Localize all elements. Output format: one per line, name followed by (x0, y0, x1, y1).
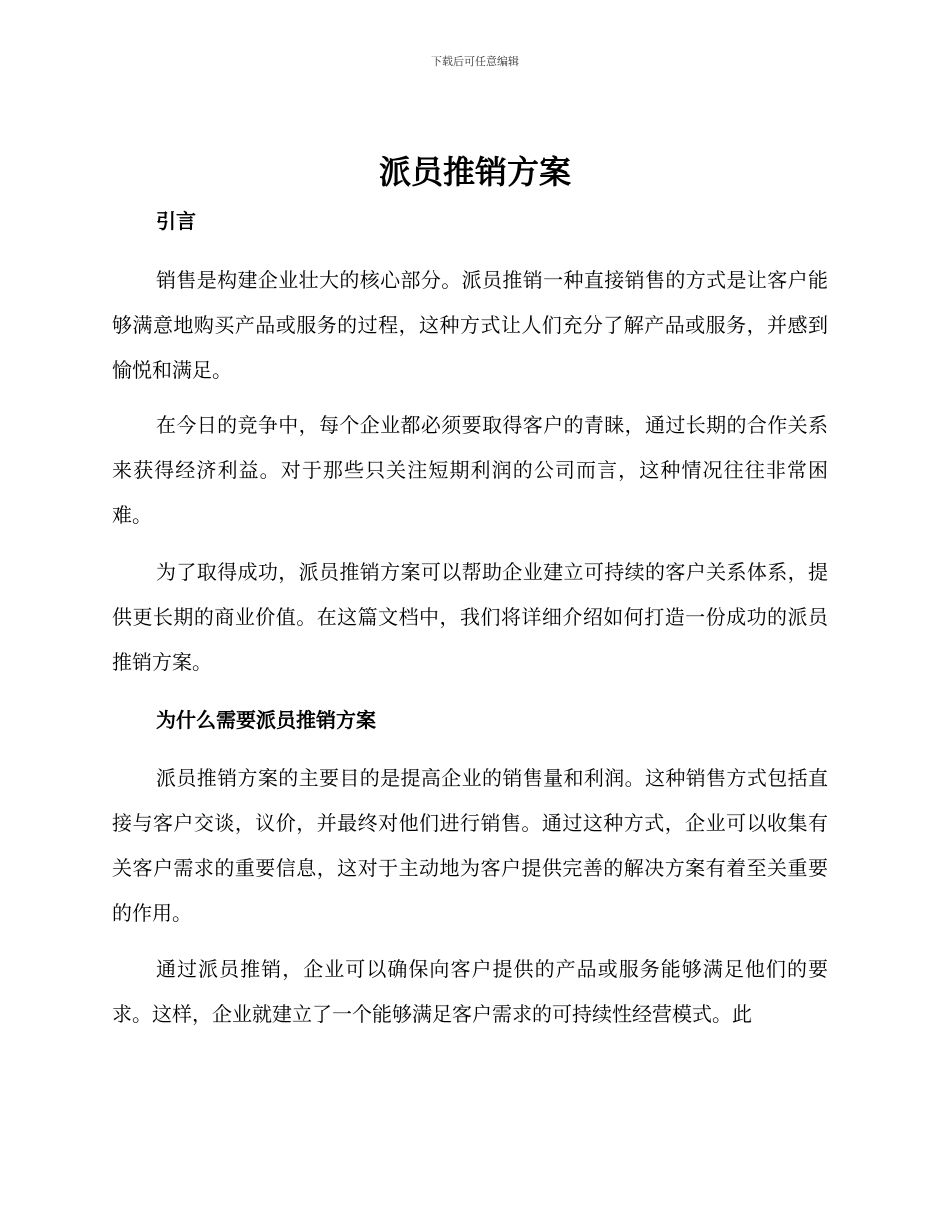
section-heading-why: 为什么需要派员推销方案 (156, 708, 376, 732)
document-title: 派员推销方案 (378, 153, 571, 191)
page-header-note: 下载后可任意编辑 (431, 55, 519, 68)
paragraph: 销售是构建企业壮大的核心部分。派员推销一种直接销售的方式是让客户能够满意地购买产品或服务的过程，这种方式让人们充分了解产品或服务，并感到愉悦和满足。 (112, 268, 828, 382)
section-heading-introduction: 引言 (156, 209, 196, 233)
paragraph: 为了取得成功，派员推销方案可以帮助企业建立可持续的客户关系体系，提供更长期的商业价值。在这篇文档中，我们将详细介绍如何打造一份成功的派员推销方案。 (112, 560, 828, 674)
paragraph: 派员推销方案的主要目的是提高企业的销售量和利润。这种销售方式包括直接与客户交谈，议价，并最终对他们进行销售。通过这种方式，企业可以收集有关客户需求的重要信息，这对于主动地为客户提供完善的解决方案有着至关重要的作用。 (112, 766, 828, 925)
paragraph: 在今日的竞争中，每个企业都必须要取得客户的青睐，通过长期的合作关系来获得经济利益。对于那些只关注短期利润的公司而言，这种情况往往非常困难。 (112, 413, 828, 527)
paragraph: 通过派员推销，企业可以确保向客户提供的产品或服务能够满足他们的要求。这样，企业就建立了一个能够满足客户需求的可持续性经营模式。此 (112, 957, 828, 1026)
